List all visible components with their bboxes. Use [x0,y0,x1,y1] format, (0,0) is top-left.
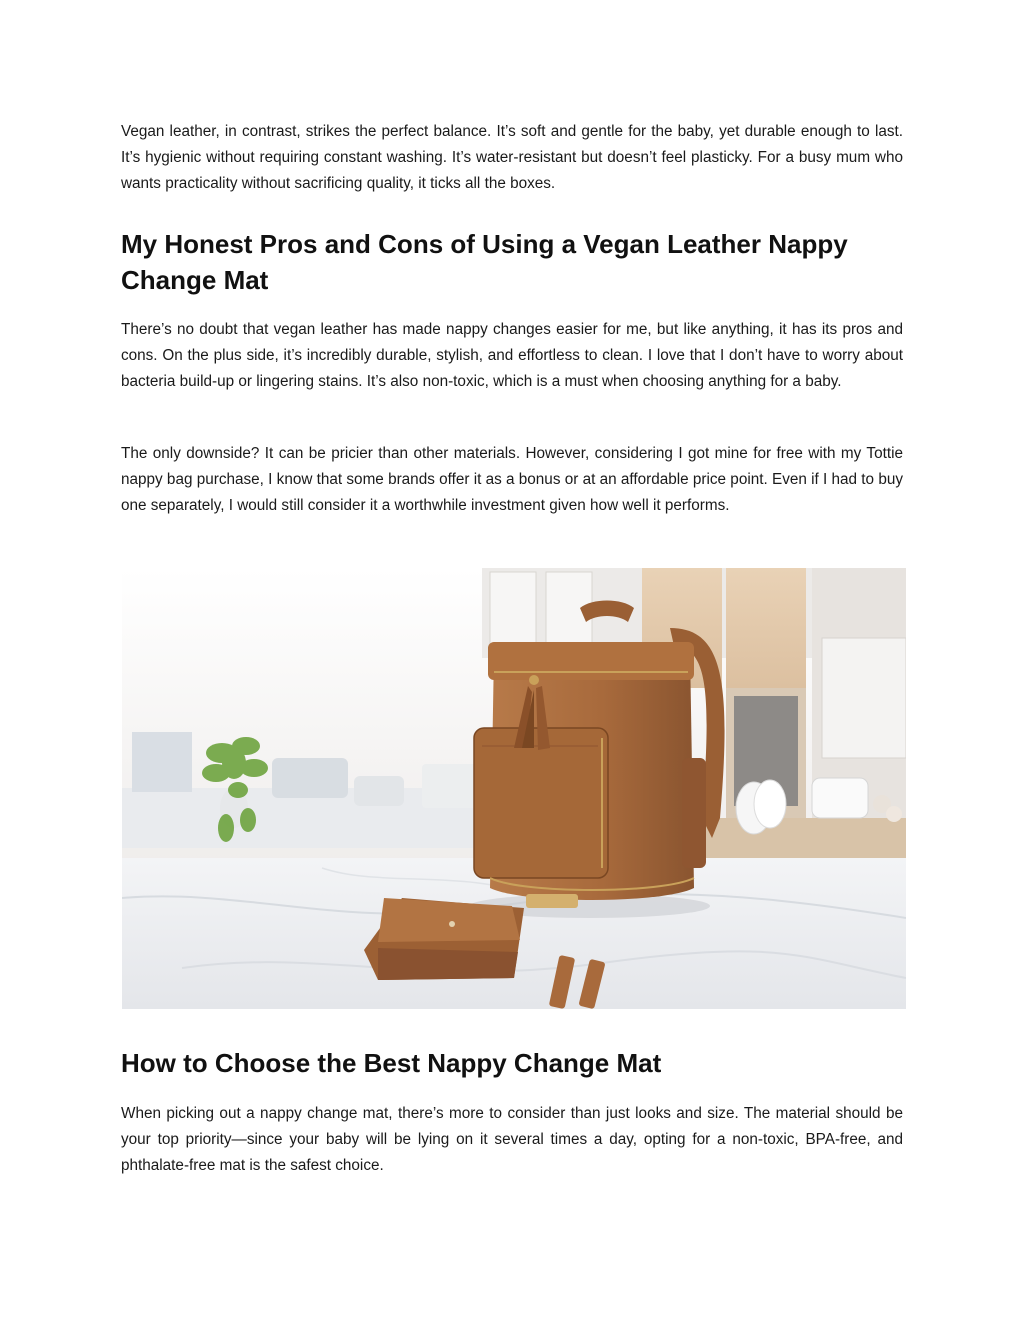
pros-cons-heading: My Honest Pros and Cons of Using a Vegan Leather Nappy Change Mat [121,229,848,295]
cons-paragraph: The only downside? It can be pricier than other materials. However, considering I got mine for free with my Tottie nappy bag purchase, I know that some brands offer it as a bonus or at an affordable price point. Even if I had to buy one separately, I would still consider it a worthwhile investment given how well it performs. [121,445,903,514]
choosing-paragraph: When picking out a nappy change mat, there’s more to consider than just looks and size. The material should be your top priority—since your baby will be lying on it several times a day, opting for a non-toxic, BPA-free, and phthalate-free mat is the safest choice. [121,1105,903,1174]
pros-paragraph: There’s no doubt that vegan leather has made nappy changes easier for me, but like anything, it has its pros and cons. On the plus side, it’s incredibly durable, stylish, and effortless to clean. I love that I don’t have to worry about bacteria build-up or lingering stains. It’s also non-toxic, which is a must when choosing anything for a baby. [121,321,903,390]
product-photo [122,568,906,1009]
backpack-and-mat-illustration [122,568,906,1009]
intro-paragraph: Vegan leather, in contrast, strikes the perfect balance. It’s soft and gentle for the baby, yet durable enough to last. It’s hygienic without requiring constant washing. It’s water-resistant but doesn’t feel plasticky. For a busy mum who wants practicality without sacrificing quality, it ticks all the boxes. [121,123,903,192]
choose-best-heading: How to Choose the Best Nappy Change Mat [121,1048,662,1078]
